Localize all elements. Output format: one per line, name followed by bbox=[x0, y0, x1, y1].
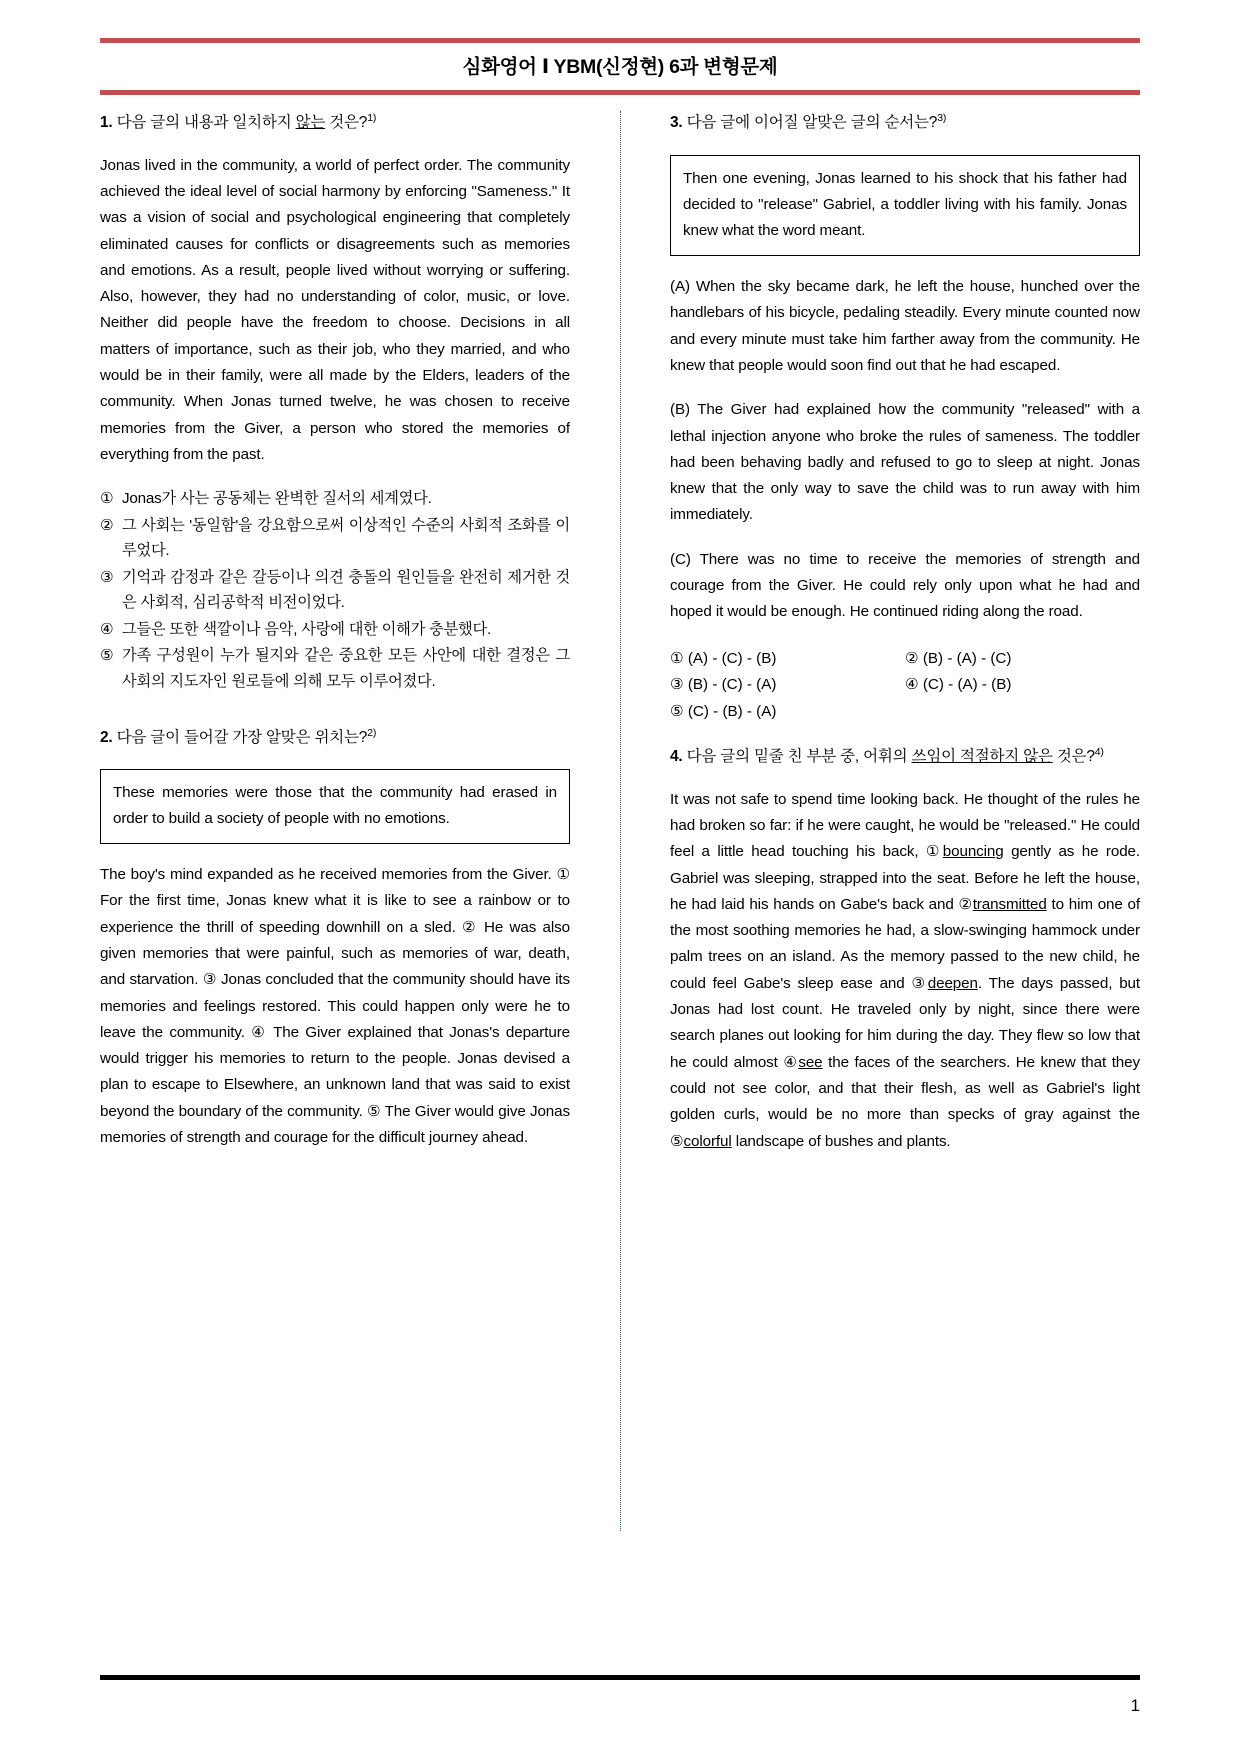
choice-item[interactable] bbox=[100, 617, 570, 643]
passage-segment: It was not safe to spend time looking back. He thought of the rules he had broken so far: if he were caught, he would be "released." He could feel a little head touching his back, bbox=[670, 790, 1140, 861]
vocab-marker-4[interactable]: ④ bbox=[783, 1053, 799, 1071]
passage-segment: gently as he rode. Gabriel was sleeping, strapped into the seat. Before he left the house, he had laid his hands on Gabe's back and bbox=[670, 843, 1141, 913]
passage-segment: The Giver explained that Jonas's departure would trigger his memories to return to the people. Jonas devised a plan to escape to Elsewhere, an unknown land that was said to exist beyond the boundary of the community. bbox=[100, 1023, 571, 1120]
choice-marker: ④ bbox=[905, 676, 919, 694]
question-3-choices bbox=[670, 646, 1140, 726]
choice-item[interactable] bbox=[100, 513, 570, 564]
insertion-marker-1[interactable]: ① bbox=[556, 866, 570, 884]
vocab-word-3[interactable]: deepen bbox=[927, 974, 978, 992]
insertion-marker-5[interactable]: ⑤ bbox=[366, 1102, 381, 1120]
question-4-heading-text-b: 것은? bbox=[1052, 748, 1095, 766]
question-1-footnote-marker: 1) bbox=[367, 112, 377, 125]
vocab-word-5[interactable]: colorful bbox=[683, 1132, 732, 1150]
choice-marker: ① bbox=[100, 490, 114, 508]
vocab-word-2[interactable]: transmitted bbox=[972, 895, 1047, 913]
choice-label: (B) - (A) - (C) bbox=[922, 649, 1012, 667]
page-number: 1 bbox=[1130, 1696, 1140, 1715]
choice-row bbox=[670, 672, 1140, 699]
passage-segment: . The days passed, but Jonas had lost count. He traveled only by night, since there were search planes out looking for him during the day. They flew so low that he could almost bbox=[670, 974, 1141, 1071]
choice-item[interactable] bbox=[100, 643, 570, 694]
choice-item[interactable] bbox=[670, 699, 905, 726]
choice-item[interactable] bbox=[670, 672, 905, 699]
passage-segment: Jonas concluded that the community should have its memories and feelings restored. This could happen only were he to leave the community. bbox=[100, 971, 571, 1041]
page-title: 심화영어 Ⅰ YBM(신정현) 6과 변형문제 bbox=[462, 56, 778, 78]
choice-spacer bbox=[905, 699, 1140, 726]
question-3-heading-text: 다음 글에 이어질 알맞은 글의 순서는? bbox=[682, 114, 938, 132]
question-3-paragraph-c: (C) There was no time to receive the memories of strength and courage from the Giver. He could rely only upon what he had and hoped it would be enough. He continued riding along the road. bbox=[670, 550, 1140, 621]
question-3-number: 3. bbox=[670, 114, 683, 132]
question-3-footnote-marker: 3) bbox=[937, 112, 947, 125]
footer-rule bbox=[100, 1675, 1140, 1680]
choice-row bbox=[670, 646, 1140, 673]
choice-item[interactable] bbox=[905, 672, 1140, 699]
choice-marker: ② bbox=[905, 649, 919, 667]
choice-marker: ① bbox=[670, 649, 684, 667]
choice-label: (A) - (C) - (B) bbox=[687, 649, 777, 667]
insertion-marker-3[interactable]: ③ bbox=[202, 971, 217, 989]
question-4-number: 4. bbox=[670, 748, 683, 766]
insertion-marker-2[interactable]: ② bbox=[462, 918, 478, 936]
question-1-choices bbox=[100, 486, 570, 694]
choice-label: 기억과 감정과 같은 갈등이나 의견 충돌의 원인들을 완전히 제거한 것은 사회적, 심리공학적 비전이었다. bbox=[122, 568, 570, 612]
insertion-marker-4[interactable]: ④ bbox=[251, 1023, 267, 1041]
question-2-passage bbox=[100, 862, 570, 1151]
choice-item[interactable] bbox=[100, 565, 570, 616]
section-spacer bbox=[670, 725, 1140, 745]
question-1-passage: Jonas lived in the community, a world of perfect order. The community achieved the ideal level of social harmony by enforcing "Sameness." It was a vision of social and psychological engineering that completely eliminated causes for conflicts or disagreements such as memories and emotions. As a result, people lived without worrying or suffering. Also, however, they had no understanding of color, music, or love. Neither did people have the freedom to choose. Decisions in all matters of importance, such as their job, who they married, and who would be in their family, were all made by the Elders, leaders of the community. When Jonas turned twelve, he was chosen to receive memories from the Giver, a person who stored the memories of everything from the past. bbox=[100, 156, 570, 463]
question-4-footnote-marker: 4) bbox=[1094, 746, 1104, 759]
question-3-paragraph-a: (A) When the sky became dark, he left the house, hunched over the handlebars of his bicycle, pedaling steadily. Every minute counted now and every minute must take him farther away from the community. He knew that people would soon find out that he had escaped. bbox=[670, 278, 1140, 374]
vocab-word-1[interactable]: bouncing bbox=[942, 843, 1004, 861]
passage-segment: the faces of the searchers. He knew that they could not see color, and that their flesh, as well as Gabriel's light golden curls, would be no more than specks of gray against the bbox=[670, 1053, 1140, 1124]
vocab-word-4[interactable]: see bbox=[798, 1053, 823, 1071]
question-4-passage bbox=[670, 787, 1140, 1155]
question-3-paragraph-b: (B) The Giver had explained how the community "released" with a lethal injection anyone who broke the rules of sameness. The toddler had been behaving badly and refused to go to sleep at night. Jonas knew that the only way to save the child was to run away with him immediately. bbox=[670, 401, 1140, 524]
choice-label: 그들은 또한 색깔이나 음악, 사랑에 대한 이해가 충분했다. bbox=[122, 620, 492, 638]
column-gutter bbox=[570, 111, 670, 1591]
left-column bbox=[100, 111, 570, 1591]
choice-label: Jonas가 사는 공동체는 완벽한 질서의 세계였다. bbox=[122, 490, 432, 508]
question-3-boxed-text: Then one evening, Jonas learned to his shock that his father had decided to "release" Gabriel, a toddler living with his family. Jonas knew what the word meant. bbox=[670, 155, 1140, 256]
choice-label: (C) - (A) - (B) bbox=[922, 676, 1012, 694]
choice-label: 가족 구성원이 누가 될지와 같은 중요한 모든 사안에 대한 결정은 그 사회의 지도자인 원로들에 의해 모두 이루어졌다. bbox=[122, 647, 570, 690]
choice-item[interactable] bbox=[100, 486, 570, 512]
choice-marker: ③ bbox=[670, 676, 684, 694]
passage-segment: The boy's mind expanded as he received memories from the Giver. bbox=[100, 866, 557, 884]
header-rule-bottom bbox=[100, 90, 1140, 95]
choice-row bbox=[670, 699, 1140, 726]
question-1-heading-text-b: 것은? bbox=[325, 114, 368, 132]
two-column-body bbox=[100, 111, 1140, 1591]
question-1-heading-underlined: 않는 bbox=[295, 114, 326, 132]
vocab-marker-2[interactable]: ② bbox=[958, 895, 973, 913]
question-3-heading bbox=[670, 111, 1140, 134]
vocab-marker-5[interactable]: ⑤ bbox=[670, 1132, 684, 1150]
question-1-heading-text-a: 다음 글의 내용과 일치하지 bbox=[112, 114, 296, 132]
vocab-marker-3[interactable]: ③ bbox=[911, 974, 928, 992]
choice-item[interactable] bbox=[905, 646, 1140, 673]
choice-marker: ③ bbox=[100, 568, 114, 586]
vocab-marker-1[interactable]: ① bbox=[925, 843, 943, 861]
question-2-number: 2. bbox=[100, 728, 113, 746]
section-spacer bbox=[100, 696, 570, 726]
choice-marker: ⑤ bbox=[670, 702, 684, 720]
choice-marker: ② bbox=[100, 516, 114, 534]
choice-label: (B) - (C) - (A) bbox=[687, 676, 777, 694]
question-2-footnote-marker: 2) bbox=[367, 726, 377, 739]
passage-segment: For the first time, Jonas knew what it is like to see a rainbow or to experience the thrill of speeding downhill on a sled. bbox=[100, 892, 570, 936]
column-divider bbox=[620, 111, 621, 1531]
choice-item[interactable] bbox=[670, 646, 905, 673]
question-4-heading-text-a: 다음 글의 밑줄 친 부분 중, 어휘의 bbox=[682, 748, 912, 766]
question-1-number: 1. bbox=[100, 114, 113, 132]
right-column bbox=[670, 111, 1140, 1591]
choice-label: 그 사회는 '동일함'을 강요함으로써 이상적인 수준의 사회적 조화를 이루었다. bbox=[122, 516, 570, 560]
passage-segment: He was also given memories that were painful, such as memories of war, death, and starvation. bbox=[100, 918, 571, 989]
question-1-heading bbox=[100, 111, 570, 134]
question-2-heading bbox=[100, 726, 570, 749]
choice-marker: ④ bbox=[100, 620, 114, 638]
question-2-heading-text: 다음 글이 들어갈 가장 알맞은 위치는? bbox=[112, 728, 368, 746]
question-2-boxed-text: These memories were those that the community had erased in order to build a society of people with no emotions. bbox=[100, 769, 570, 844]
passage-segment: to him one of the most soothing memories he had, a slow-swinging hammock under palm trees on an island. As the memory passed to the new child, he could feel Gabe's sleep ease and bbox=[670, 895, 1141, 992]
choice-label: (C) - (B) - (A) bbox=[687, 702, 777, 720]
question-4-heading-underlined: 쓰임이 적절하지 않은 bbox=[911, 748, 1053, 766]
question-4-heading bbox=[670, 745, 1140, 768]
passage-segment: landscape of bushes and plants. bbox=[731, 1132, 951, 1150]
passage-segment: The Giver would give Jonas memories of strength and courage for the difficult journey ahead. bbox=[100, 1102, 570, 1146]
choice-marker: ⑤ bbox=[100, 647, 114, 665]
